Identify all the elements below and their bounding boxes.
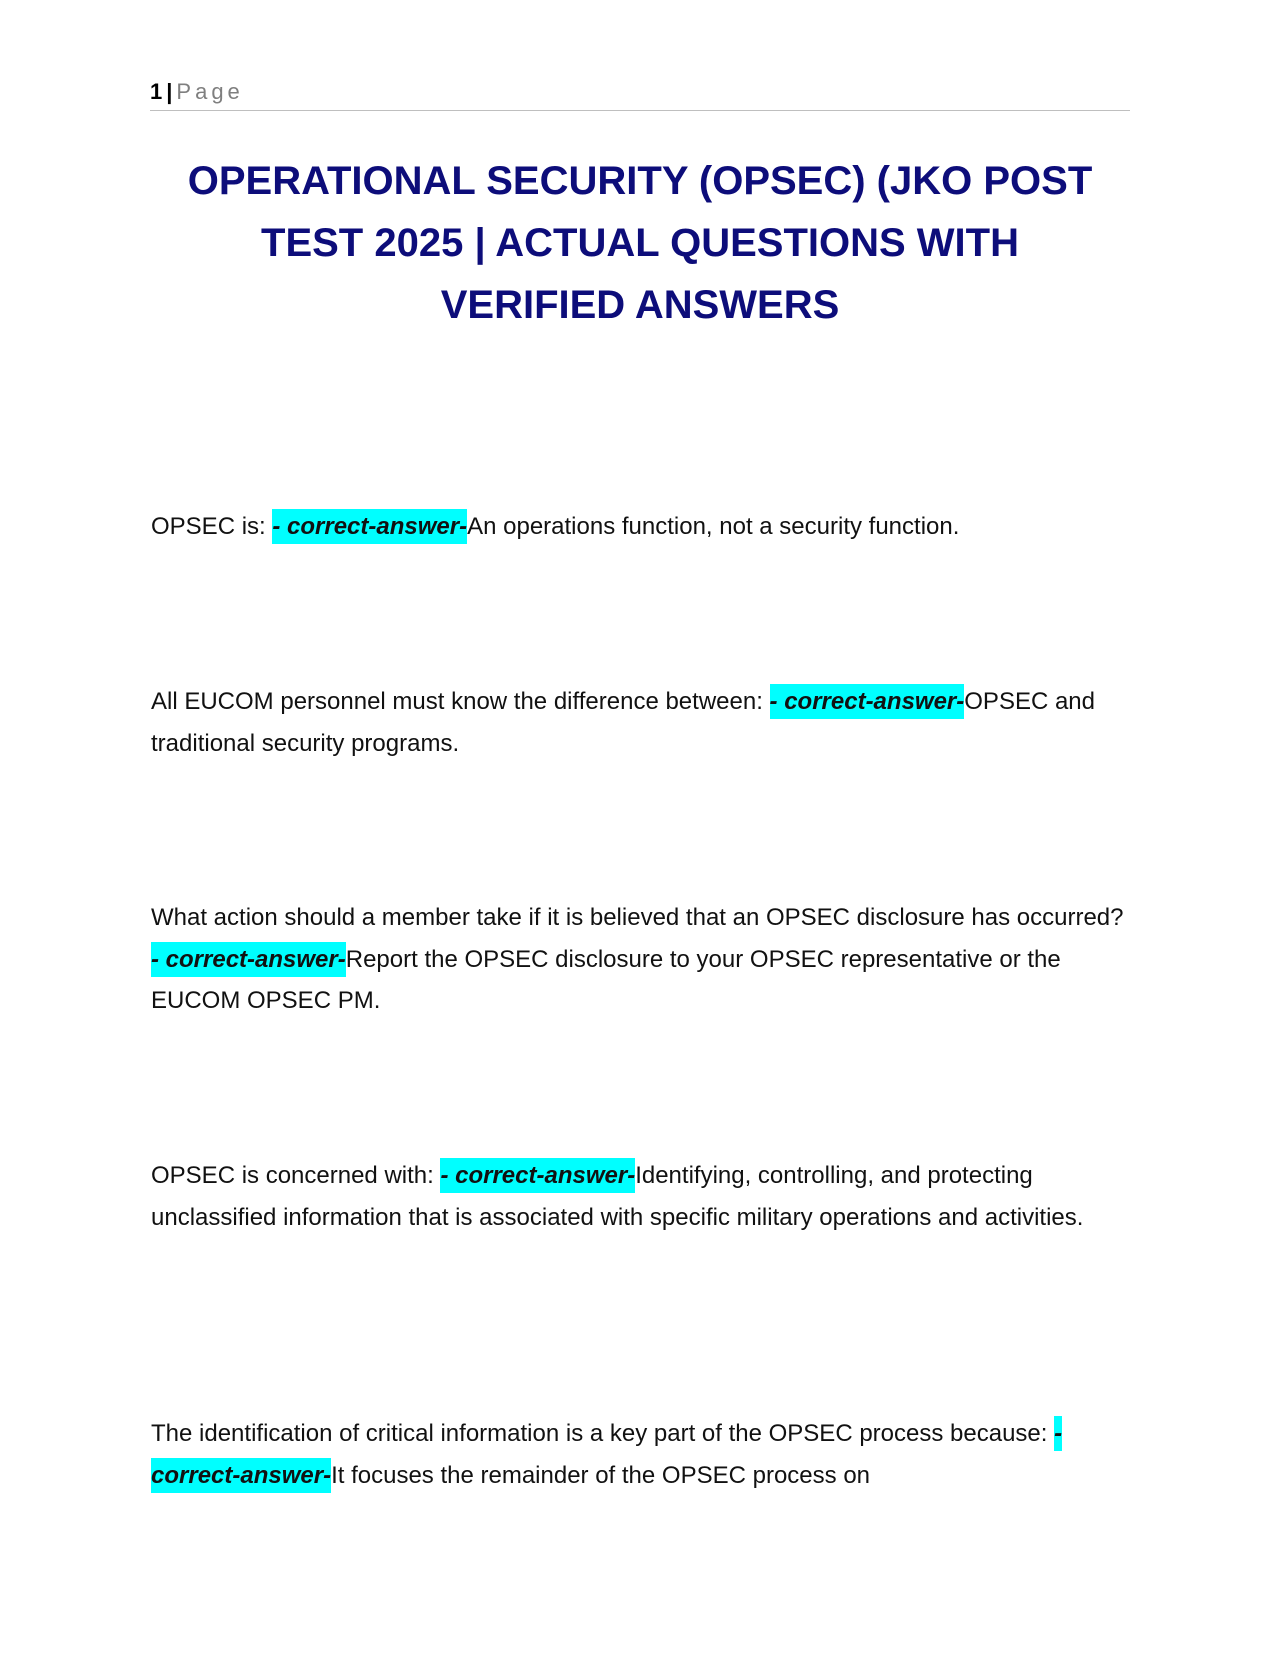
question-item xyxy=(151,1413,1136,1496)
page-separator: | xyxy=(166,79,173,104)
document-title xyxy=(130,150,1150,336)
correct-answer-marker: - correct-answer- xyxy=(151,942,346,977)
answer-text: Identifying, controlling, and protecting unclassified information that is associated with specific military operations and activities. xyxy=(151,1162,1084,1231)
question-text: OPSEC is: xyxy=(151,513,273,540)
answer-text: It focuses the remainder of the OPSEC process on xyxy=(331,1461,871,1489)
correct-answer-marker: - correct-answer- xyxy=(440,1158,635,1193)
question-text: What action should a member take if it is believed that an OPSEC disclosure has occurred? xyxy=(151,904,1124,931)
question-text: All EUCOM personnel must know the difference between: xyxy=(151,688,770,715)
question-item xyxy=(151,681,1136,764)
answer-text: An operations function, not a security function. xyxy=(467,513,960,540)
page-number: 1 xyxy=(150,79,163,104)
correct-answer-marker: - correct-answer- xyxy=(770,684,965,719)
title-line-2: TEST 2025 | ACTUAL QUESTIONS WITH xyxy=(261,221,1019,265)
correct-answer-marker: - correct-answer- xyxy=(151,1416,1062,1493)
question-text: OPSEC is concerned with: xyxy=(151,1162,441,1189)
question-item xyxy=(151,1155,1136,1238)
page-header xyxy=(150,80,1130,111)
title-line-1: OPERATIONAL SECURITY (OPSEC) (JKO POST xyxy=(187,159,1093,203)
question-text: The identification of critical information is a key part of the OPSEC process because: xyxy=(151,1420,1055,1447)
answer-text: OPSEC and traditional security programs. xyxy=(151,688,1095,757)
question-item xyxy=(151,506,1136,548)
correct-answer-marker: - correct-answer- xyxy=(272,509,467,544)
question-item xyxy=(151,897,1136,1022)
title-line-3: VERIFIED ANSWERS xyxy=(440,283,840,327)
answer-text: Report the OPSEC disclosure to your OPSEC representative or the EUCOM OPSEC PM. xyxy=(151,945,1061,1014)
page-label: Page xyxy=(176,79,244,104)
